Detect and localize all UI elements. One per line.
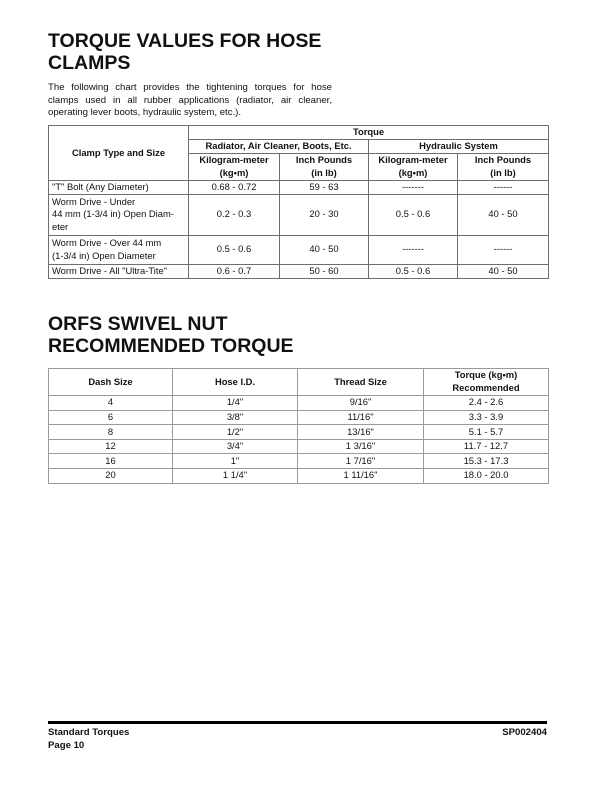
thread-size-cell: 11/16": [298, 410, 424, 425]
table-row: [49, 264, 549, 278]
header-hyd-inlb: Inch Pounds (in lb): [458, 153, 549, 180]
dash-size-cell: 20: [49, 468, 173, 483]
rad-inlb-cell: 40 - 50: [280, 235, 369, 264]
header-clamp-type: Clamp Type and Size: [49, 126, 189, 181]
orfs-torque-table: [48, 368, 549, 484]
torque-cell: 2.4 - 2.6: [424, 396, 549, 411]
table-row: [49, 454, 549, 469]
hyd-kgm-cell: -------: [369, 180, 458, 194]
header-rad-kgm: Kilogram-meter (kg•m): [189, 153, 280, 180]
intro-paragraph: The following chart provides the tightening torques for hose clamps used in all rubber applications (radiator, air cleaner, operating lever boots, hydraulic system, etc.).: [48, 82, 332, 119]
header-dash-size: Dash Size: [49, 369, 173, 396]
footer-divider: [48, 721, 547, 724]
dash-size-cell: 8: [49, 425, 173, 440]
thread-size-cell: 1 11/16": [298, 468, 424, 483]
hyd-inlb-cell: ------: [458, 180, 549, 194]
hyd-inlb-cell: 40 - 50: [458, 264, 549, 278]
rad-kgm-cell: 0.68 - 0.72: [189, 180, 280, 194]
hose-id-cell: 1/2": [173, 425, 298, 440]
hose-id-cell: 1 1/4": [173, 468, 298, 483]
hyd-kgm-cell: 0.5 - 0.6: [369, 194, 458, 235]
thread-size-cell: 9/16": [298, 396, 424, 411]
table-row: [49, 410, 549, 425]
header-hydraulic-group: Hydraulic System: [369, 140, 549, 154]
thread-size-cell: 1 3/16": [298, 439, 424, 454]
hose-id-cell: 1/4": [173, 396, 298, 411]
dash-size-cell: 12: [49, 439, 173, 454]
hose-id-cell: 3/8": [173, 410, 298, 425]
table-row: [49, 180, 549, 194]
header-torque-recommended: Torque (kg•m) Recommended: [424, 369, 549, 396]
hose-id-cell: 1": [173, 454, 298, 469]
title-line: RECOMMENDED TORQUE: [48, 335, 294, 357]
dash-size-cell: 4: [49, 396, 173, 411]
footer-left: [48, 727, 129, 752]
table-row: [49, 396, 549, 411]
table-row: [49, 425, 549, 440]
footer-doc-number: SP002404: [502, 727, 547, 738]
thread-size-cell: 13/16": [298, 425, 424, 440]
table-row: [49, 194, 549, 235]
rad-kgm-cell: 0.6 - 0.7: [189, 264, 280, 278]
hose-id-cell: 3/4": [173, 439, 298, 454]
dash-size-cell: 6: [49, 410, 173, 425]
torque-cell: 15.3 - 17.3: [424, 454, 549, 469]
title-line: TORQUE VALUES FOR HOSE: [48, 30, 322, 52]
hose-clamp-torque-table: [48, 125, 549, 279]
title-line: CLAMPS: [48, 52, 131, 74]
clamp-type-cell: "T" Bolt (Any Diameter): [49, 180, 189, 194]
header-hyd-kgm: Kilogram-meter (kg•m): [369, 153, 458, 180]
footer-doc-title: Standard Torques: [48, 727, 130, 738]
clamp-type-cell: Worm Drive - Under 44 mm (1-3/4 in) Open Diam- eter: [49, 194, 189, 235]
rad-kgm-cell: 0.5 - 0.6: [189, 235, 280, 264]
hyd-inlb-cell: ------: [458, 235, 549, 264]
torque-cell: 18.0 - 20.0: [424, 468, 549, 483]
header-thread-size: Thread Size: [298, 369, 424, 396]
title-line: ORFS SWIVEL NUT: [48, 313, 228, 335]
footer-page-number: Page 10: [48, 739, 85, 751]
clamp-type-cell: Worm Drive - All "Ultra-Tite": [49, 264, 189, 278]
table-row: [49, 468, 549, 483]
rad-kgm-cell: 0.2 - 0.3: [189, 194, 280, 235]
section-title-hose-clamps: [48, 30, 321, 74]
hyd-kgm-cell: -------: [369, 235, 458, 264]
clamp-type-cell: Worm Drive - Over 44 mm (1-3/4 in) Open Diameter: [49, 235, 189, 264]
header-radiator-group: Radiator, Air Cleaner, Boots, Etc.: [189, 140, 369, 154]
header-torque: Torque: [189, 126, 549, 140]
torque-cell: 11.7 - 12.7: [424, 439, 549, 454]
rad-inlb-cell: 20 - 30: [280, 194, 369, 235]
table-row: [49, 439, 549, 454]
thread-size-cell: 1 7/16": [298, 454, 424, 469]
header-rad-inlb: Inch Pounds (in lb): [280, 153, 369, 180]
header-hose-id: Hose I.D.: [173, 369, 298, 396]
rad-inlb-cell: 50 - 60: [280, 264, 369, 278]
hyd-inlb-cell: 40 - 50: [458, 194, 549, 235]
dash-size-cell: 16: [49, 454, 173, 469]
rad-inlb-cell: 59 - 63: [280, 180, 369, 194]
torque-cell: 5.1 - 5.7: [424, 425, 549, 440]
table-row: [49, 235, 549, 264]
section-title-orfs: [48, 313, 294, 357]
hyd-kgm-cell: 0.5 - 0.6: [369, 264, 458, 278]
torque-cell: 3.3 - 3.9: [424, 410, 549, 425]
